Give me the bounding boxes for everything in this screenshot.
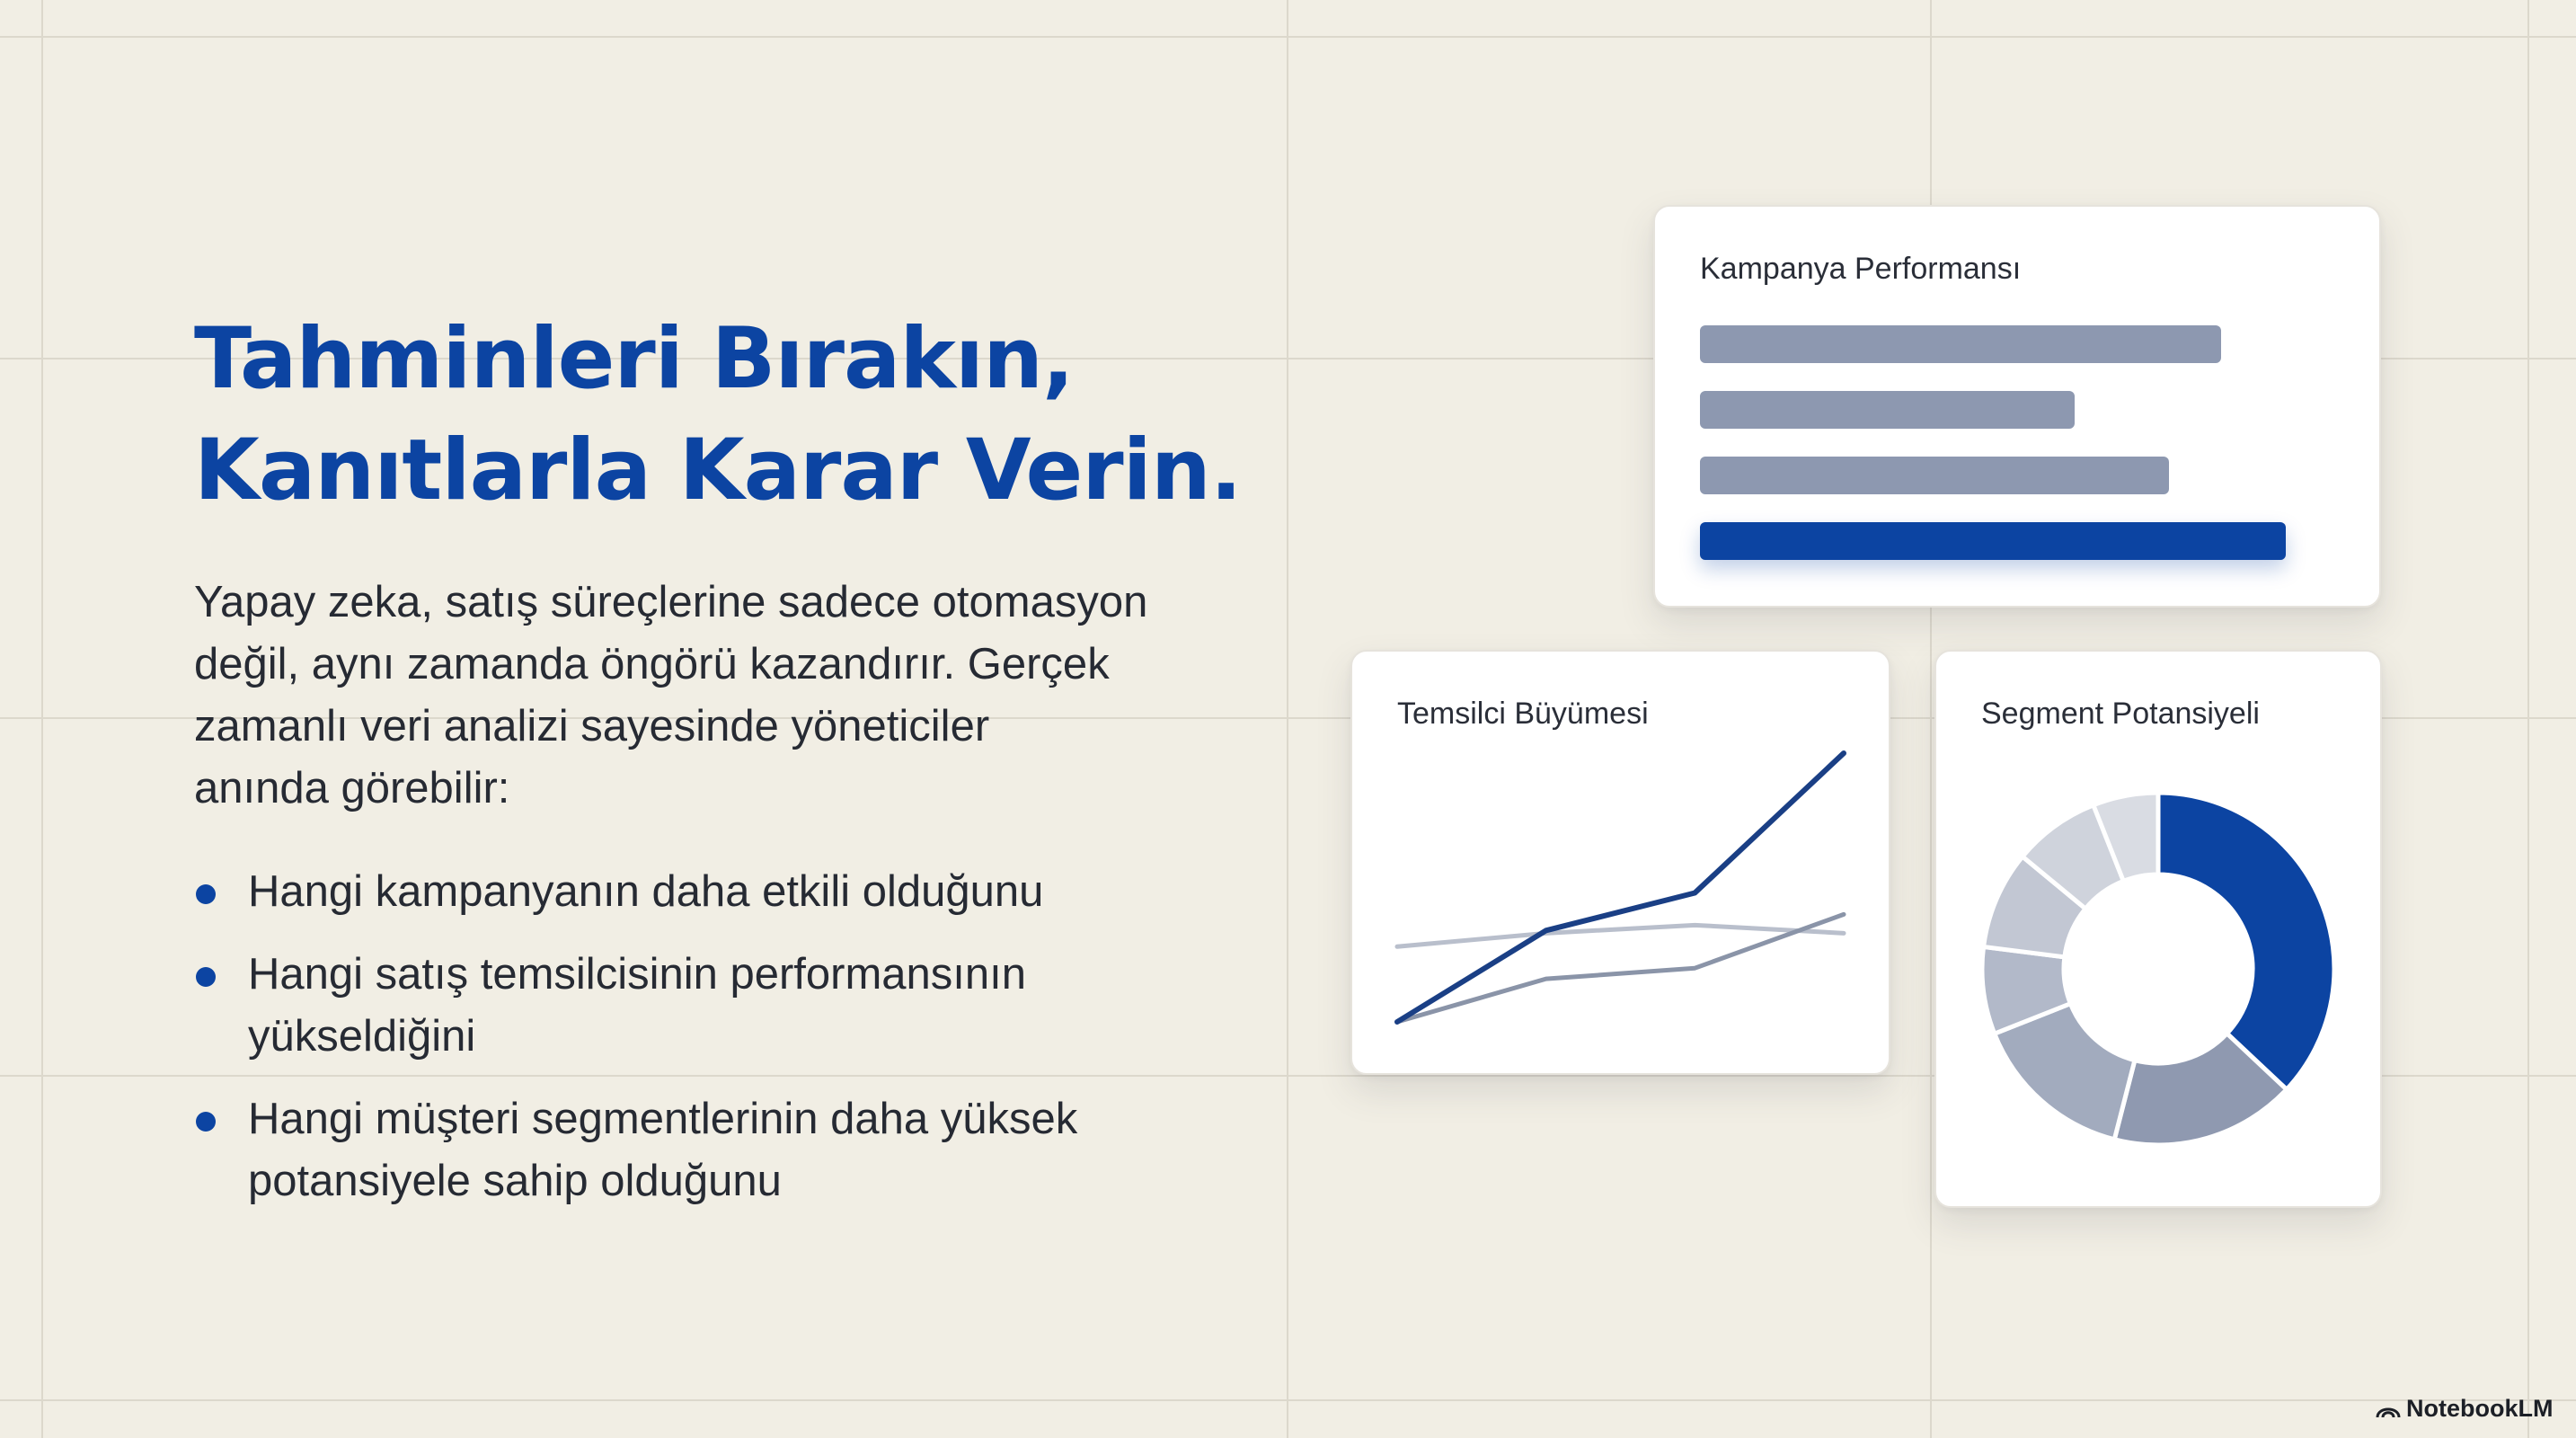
bullet-text: yükseldiğini xyxy=(248,1012,476,1061)
card-title: Temsilci Büyümesi xyxy=(1397,697,1649,731)
bullet-text: Hangi kampanyanın daha etkili olduğunu xyxy=(248,867,1044,916)
growth-series-line xyxy=(1397,753,1844,1022)
intro-line: değil, aynı zamanda öngörü kazandırır. Gerçek xyxy=(194,640,1110,688)
background-grid-line xyxy=(41,0,43,1438)
bullet-item xyxy=(194,861,1043,923)
slide-title xyxy=(194,304,1317,527)
campaign-bar xyxy=(1700,522,2286,560)
bullet-text: potansiyele sahip olduğunu xyxy=(248,1157,782,1205)
campaign-bar xyxy=(1700,457,2169,494)
card-title: Kampanya Performansı xyxy=(1700,252,2022,286)
rep-growth-card xyxy=(1350,650,1890,1075)
brand-watermark xyxy=(2376,1395,2553,1423)
slide-title-line: Tahminleri Bırakın, xyxy=(194,310,1074,408)
growth-series-line xyxy=(1397,925,1844,946)
bullet-dot-icon xyxy=(196,884,216,904)
segment-potential-card xyxy=(1934,650,2382,1208)
campaign-bar xyxy=(1700,325,2221,363)
bullet-text: Hangi müşteri segmentlerinin daha yüksek xyxy=(248,1095,1078,1143)
card-title: Segment Potansiyeli xyxy=(1981,697,2260,731)
intro-line: Yapay zeka, satış süreçlerine sadece otomasyon xyxy=(194,578,1148,626)
notebooklm-logo-icon xyxy=(2376,1401,2401,1419)
bullet-item xyxy=(194,1088,1077,1212)
campaign-bar xyxy=(1700,391,2075,429)
intro-line: anında görebilir: xyxy=(194,764,510,812)
rep-growth-line-chart xyxy=(1352,652,1889,1073)
bullet-text: Hangi satış temsilcisinin performansının xyxy=(248,950,1027,999)
bullet-dot-icon xyxy=(196,1112,216,1132)
brand-label: NotebookLM xyxy=(2406,1395,2554,1422)
bullet-dot-icon xyxy=(196,967,216,987)
intro-line: zamanlı veri analizi sayesinde yöneticiler xyxy=(194,702,990,750)
background-grid-line xyxy=(2527,0,2529,1438)
background-grid-line xyxy=(1287,0,1288,1438)
intro-paragraph xyxy=(194,572,1272,820)
campaign-performance-card xyxy=(1653,205,2381,608)
bullet-item xyxy=(194,944,1026,1068)
segment-donut-chart xyxy=(1936,652,2380,1206)
slide-title-line: Kanıtlarla Karar Verin. xyxy=(194,422,1242,519)
segment-slice xyxy=(2158,793,2334,1089)
